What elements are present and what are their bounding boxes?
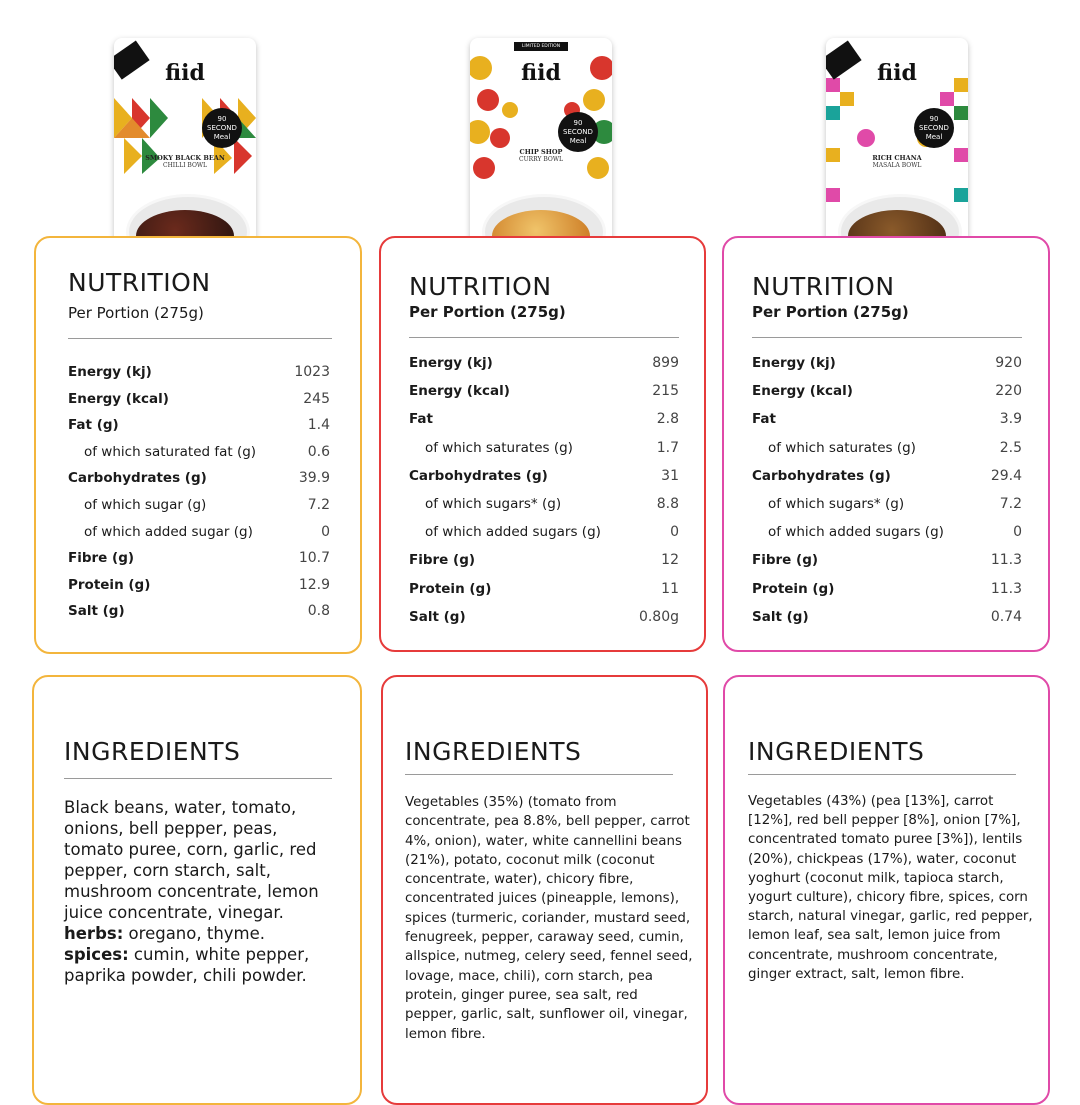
nutrient-label: Energy (kcal) bbox=[68, 390, 169, 407]
nutrient-label: Carbohydrates (g) bbox=[409, 467, 548, 484]
divider bbox=[409, 337, 679, 338]
pouch-name: SMOKY BLACK BEAN bbox=[145, 154, 225, 162]
nutrition-subtitle: Per Portion (275g) bbox=[68, 304, 204, 322]
brand-logo: fiid bbox=[521, 60, 561, 86]
nutrition-row bbox=[752, 496, 1022, 512]
nutrient-label: Energy (kj) bbox=[752, 355, 836, 371]
badge-90-second bbox=[914, 108, 954, 148]
divider bbox=[752, 337, 1022, 338]
ingredients-text bbox=[405, 793, 693, 1044]
badge-line: Meal bbox=[569, 136, 587, 145]
ingredients-title: INGREDIENTS bbox=[748, 737, 925, 766]
nutrient-label: Energy (kcal) bbox=[752, 383, 853, 400]
ingredient-group-label: herbs: bbox=[64, 924, 124, 943]
nutrient-value: 11.3 bbox=[990, 580, 1022, 597]
nutrition-row bbox=[68, 497, 330, 513]
nutrition-row bbox=[68, 444, 330, 460]
ingredient-text: Vegetables (35%) (tomato from concentrate, pea 8.8%, bell pepper, carrot 4%, onion), water, white cannellini beans (21%), potato, coconut milk (coconut concentrate, water), chicory fibre, concentrated juices (pineapple, lemons), spices (turmeric, coriander, mustard seed, fenugreek, pepper, caraway seed, cumin, allspice, nutmeg, celery seed, fennel seed, lovage, mace, chili), corn starch, pea protein, ginger puree, sea salt, red pepper, garlic, salt, sunflower oil, vinegar, lemon fibre. bbox=[405, 795, 693, 1042]
nutrition-row bbox=[752, 609, 1022, 625]
nutrient-value: 39.9 bbox=[298, 470, 330, 487]
nutrient-label: Protein (g) bbox=[68, 576, 151, 593]
badge-line: 90 bbox=[929, 114, 939, 123]
nutrition-row bbox=[68, 603, 330, 619]
pouch-name: RICH CHANA bbox=[872, 154, 922, 162]
nutrition-row bbox=[409, 383, 679, 399]
nutrition-row bbox=[409, 440, 679, 456]
product-pouch-rich-chana bbox=[826, 38, 968, 248]
nutrient-label: of which added sugars (g) bbox=[425, 524, 601, 541]
ingredient-group-label: spices: bbox=[64, 945, 129, 964]
brand-logo: fiid bbox=[165, 60, 205, 86]
nutrition-card-smoky-black-bean bbox=[34, 236, 362, 654]
nutrition-card-chip-shop bbox=[379, 236, 706, 652]
nutrient-label: of which saturates (g) bbox=[425, 439, 573, 456]
nutrient-value: 0 bbox=[321, 523, 330, 540]
nutrition-title: NUTRITION bbox=[752, 272, 895, 301]
ingredient-text: Vegetables (43%) (pea [13%], carrot [12%], red bell pepper [8%], onion [7%], concentrated tomato puree [3%]), lentils (20%), chickpeas (17%), water, coconut yoghurt (coconut milk, tapioca starch, yogurt culture), chicory fibre, spices, corn starch, natural vinegar, garlic, red pepper, lemon leaf, sea salt, lemon juice from concentrate, mushroom concentrate, ginger extract, salt, lemon fibre. bbox=[748, 794, 1033, 982]
nutrient-value: 0.6 bbox=[307, 443, 330, 460]
nutrition-row bbox=[752, 468, 1022, 484]
nutrient-value: 7.2 bbox=[307, 497, 330, 513]
nutrient-value: 245 bbox=[303, 390, 330, 407]
nutrient-value: 7.2 bbox=[999, 496, 1022, 512]
ingredients-title: INGREDIENTS bbox=[405, 737, 582, 766]
nutrient-label: Carbohydrates (g) bbox=[68, 470, 207, 487]
ingredient-text: cumin, white pepper, paprika powder, chili powder. bbox=[64, 945, 310, 985]
nutrient-label: Energy (kj) bbox=[409, 355, 493, 371]
nutrient-value: 3.9 bbox=[999, 411, 1022, 428]
nutrient-label: of which sugar (g) bbox=[84, 497, 207, 513]
nutrition-row bbox=[68, 577, 330, 593]
limited-edition-label: LIMITED EDITION bbox=[514, 42, 568, 51]
nutrition-subtitle: Per Portion (275g) bbox=[409, 303, 566, 321]
nutrient-value: 12 bbox=[661, 552, 679, 569]
nutrition-row bbox=[752, 524, 1022, 540]
nutrient-value: 31 bbox=[661, 467, 679, 484]
nutrition-row bbox=[409, 581, 679, 597]
badge-90-second bbox=[202, 108, 242, 148]
nutrition-row bbox=[68, 470, 330, 486]
nutrient-label: Carbohydrates (g) bbox=[752, 467, 891, 484]
nutrient-label: of which sugars* (g) bbox=[768, 496, 905, 512]
nutrient-value: 0 bbox=[670, 524, 679, 541]
pouch-subname: CHILLI BOWL bbox=[162, 162, 208, 169]
nutrient-value: 1.7 bbox=[656, 439, 679, 456]
ingredient-text: oregano, thyme. bbox=[123, 924, 266, 943]
nutrition-row bbox=[409, 496, 679, 512]
pouch-subname: MASALA BOWL bbox=[872, 162, 922, 169]
badge-line: SECOND bbox=[919, 123, 949, 132]
nutrient-label: Salt (g) bbox=[68, 603, 125, 620]
nutrition-row bbox=[752, 411, 1022, 427]
nutrient-label: Protein (g) bbox=[409, 580, 492, 597]
nutrient-value: 11.3 bbox=[990, 552, 1022, 569]
nutrition-subtitle: Per Portion (275g) bbox=[752, 303, 909, 321]
nutrient-value: 220 bbox=[995, 383, 1022, 400]
pouch-name: CHIP SHOP bbox=[519, 148, 563, 156]
nutrition-row bbox=[752, 383, 1022, 399]
nutrient-value: 0.80g bbox=[638, 608, 679, 625]
ingredients-text bbox=[64, 797, 334, 986]
badge-line: 90 bbox=[573, 118, 583, 127]
nutrition-row bbox=[409, 552, 679, 568]
nutrient-value: 29.4 bbox=[990, 467, 1022, 484]
nutrient-label: of which sugars* (g) bbox=[425, 496, 562, 512]
nutrition-row bbox=[68, 391, 330, 407]
nutrition-row bbox=[752, 552, 1022, 568]
nutrition-row bbox=[68, 364, 330, 380]
nutrient-value: 1023 bbox=[294, 364, 330, 380]
divider bbox=[405, 774, 673, 775]
nutrition-row bbox=[68, 417, 330, 433]
nutrition-row bbox=[409, 355, 679, 371]
nutrient-label: Energy (kcal) bbox=[409, 383, 510, 400]
nutrient-value: 10.7 bbox=[298, 550, 330, 567]
nutrient-value: 899 bbox=[652, 355, 679, 371]
nutrient-value: 0 bbox=[1013, 524, 1022, 541]
nutrient-value: 920 bbox=[995, 355, 1022, 371]
product-pouch-chip-shop bbox=[470, 38, 612, 248]
ingredients-card-smoky-black-bean bbox=[32, 675, 362, 1105]
badge-line: SECOND bbox=[563, 127, 593, 136]
nutrient-value: 0.8 bbox=[307, 603, 330, 620]
badge-line: Meal bbox=[925, 132, 943, 141]
nutrient-value: 11 bbox=[661, 580, 679, 597]
divider bbox=[68, 338, 332, 339]
nutrient-label: of which added sugar (g) bbox=[84, 523, 253, 540]
nutrient-label: Fibre (g) bbox=[752, 552, 819, 569]
nutrient-label: Fibre (g) bbox=[68, 550, 135, 567]
ingredient-text: Black beans, water, tomato, onions, bell pepper, peas, tomato puree, corn, garlic, red pepper, corn starch, salt, mushroom concentrate, lemon juice concentrate, vinegar. bbox=[64, 798, 319, 922]
nutrient-label: Fat (g) bbox=[68, 417, 119, 434]
nutrition-row bbox=[409, 524, 679, 540]
nutrient-value: 8.8 bbox=[656, 496, 679, 512]
nutrition-title: NUTRITION bbox=[409, 272, 552, 301]
product-pouch-smoky-black-bean bbox=[114, 38, 256, 248]
nutrition-row bbox=[68, 550, 330, 566]
nutrient-label: of which added sugars (g) bbox=[768, 524, 944, 541]
ingredients-title: INGREDIENTS bbox=[64, 737, 241, 766]
nutrient-label: Salt (g) bbox=[409, 608, 466, 625]
nutrition-row bbox=[752, 355, 1022, 371]
nutrient-label: Energy (kj) bbox=[68, 364, 152, 380]
pouch-subname: CURRY BOWL bbox=[519, 156, 563, 163]
nutrient-value: 215 bbox=[652, 383, 679, 400]
nutrient-label: of which saturates (g) bbox=[768, 439, 916, 456]
nutrient-value: 1.4 bbox=[307, 417, 330, 434]
nutrient-value: 2.8 bbox=[656, 411, 679, 428]
ingredients-card-chip-shop bbox=[381, 675, 708, 1105]
divider bbox=[748, 774, 1016, 775]
nutrition-title: NUTRITION bbox=[68, 268, 211, 297]
nutrient-value: 12.9 bbox=[298, 576, 330, 593]
divider bbox=[64, 778, 332, 779]
badge-90-second bbox=[558, 112, 598, 152]
nutrition-card-rich-chana bbox=[722, 236, 1050, 652]
badge-line: 90 bbox=[217, 114, 227, 123]
ingredients-card-rich-chana bbox=[723, 675, 1050, 1105]
nutrition-row bbox=[409, 468, 679, 484]
ingredients-text bbox=[748, 792, 1034, 984]
nutrition-row bbox=[409, 609, 679, 625]
nutrient-label: of which saturated fat (g) bbox=[84, 443, 257, 460]
nutrient-value: 2.5 bbox=[999, 439, 1022, 456]
nutrient-label: Fat bbox=[752, 411, 776, 428]
nutrition-row bbox=[752, 581, 1022, 597]
nutrient-label: Fat bbox=[409, 411, 433, 428]
brand-logo: fiid bbox=[877, 60, 917, 86]
badge-line: Meal bbox=[213, 132, 231, 141]
nutrition-row bbox=[752, 440, 1022, 456]
nutrient-label: Salt (g) bbox=[752, 608, 809, 625]
nutrient-label: Fibre (g) bbox=[409, 552, 476, 569]
nutrient-label: Protein (g) bbox=[752, 580, 835, 597]
badge-line: SECOND bbox=[207, 123, 237, 132]
nutrition-row bbox=[409, 411, 679, 427]
nutrition-row bbox=[68, 524, 330, 540]
nutrient-value: 0.74 bbox=[990, 608, 1022, 625]
